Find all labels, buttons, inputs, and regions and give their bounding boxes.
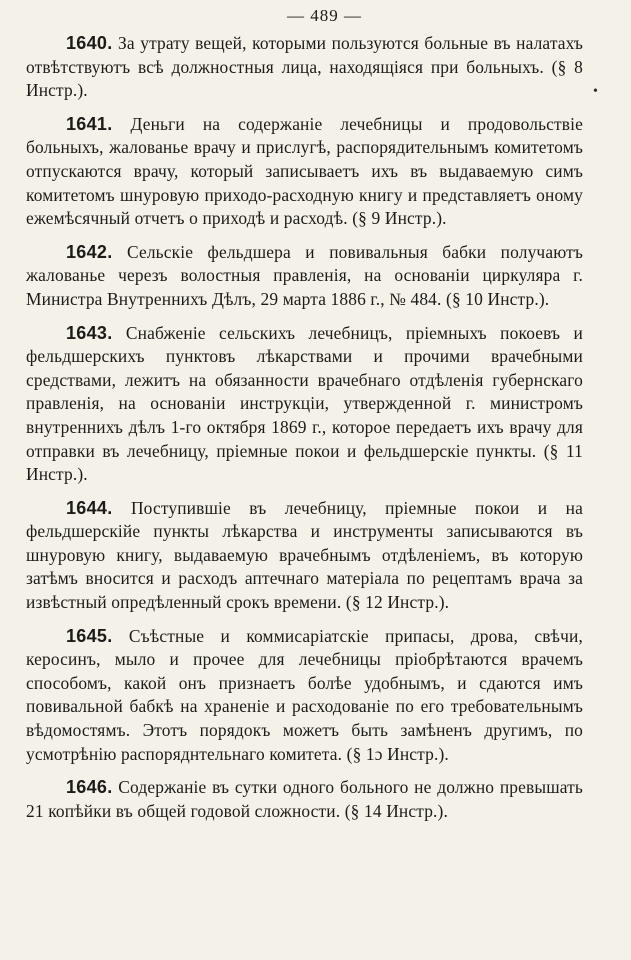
margin-dot-mark: • xyxy=(593,84,598,99)
article-text: Сельскіе фельдшера и повивальныя бабки получаютъ жалованье черезъ волостныя правленія, на основаніи циркуляра г. Министра Внутреннихъ Дѣлъ, 29 марта 1886 г., № 484. (§ 10 Инстр.). xyxy=(26,241,584,309)
article-1645 xyxy=(26,625,583,767)
article-text: Снабженіе сельскихъ лечебницъ, пріемныхъ покоевъ и фельдшерскихъ пунктовъ лѣкарствами и прочими врачебными средствами, лежитъ на обязанности врачебнаго отдѣленія губернскаго правленія, на основаніи инструкціи, утвержденной г. министромъ внутреннихъ дѣлъ 1-го октября 1869 г., которое передаетъ ихъ врачу для отправки въ лечебницу, пріемные покои и фельдшерскіе пункты. (§ 11 Инстр.). xyxy=(26,322,584,485)
article-text: Поступившіе въ лечебницу, пріемные покои и на фельдшерскійе пункты лѣкарства и инструменты записываются въ шнуровую книгу, выдаваемую врачебнымъ отдѣленіемъ, въ которую затѣмъ вносится и расходъ аптечнаго матеріала по рецептамъ врача за извѣстный опредѣленный срокъ времени. (§ 12 Инстр.). xyxy=(26,497,583,613)
article-1641 xyxy=(26,113,583,231)
article-number: 1644. xyxy=(66,497,113,518)
article-text: Деньги на содержаніе лечебницы и продовольствіе больныхъ, жалованье врачу и прислугѣ, распорядительнымъ комитетомъ отпускаются врачу, который записываетъ ихъ въ выдаваемую симъ комитетомъ шнуровую приходо-расходную книгу и представляетъ оному ежемѣсячный отчетъ о приходѣ и расходѣ. (§ 9 Инстр.). xyxy=(26,113,583,229)
article-text: Содержаніе въ сутки одного больного не должно превышать 21 копѣйки въ общей годовой сложности. (§ 14 Инстр.). xyxy=(26,777,583,821)
article-number: 1642. xyxy=(66,241,113,262)
article-1644 xyxy=(26,497,583,615)
article-1646 xyxy=(26,776,583,823)
article-text: Съѣстные и коммисаріатскіе припасы, дрова, свѣчи, керосинъ, мыло и прочее для лечебницы пріобрѣтаются врачемъ способомъ, какой онъ признаетъ болѣе удобнымъ, и сдаются имъ повивальной бабкѣ на храненіе и расходованіе по его требовательнымъ вѣдомостямъ. Этотъ порядокъ можетъ быть замѣненъ другимъ, по усмотрѣнію распоряднтельнаго комитета. (§ 1ɔ Инстр.). xyxy=(26,625,584,764)
article-number: 1643. xyxy=(66,322,113,343)
page-number: — 489 — xyxy=(287,6,362,25)
article-text: За утрату вещей, которыми пользуются больные въ налатахъ отвѣтствуютъ всѣ должностныя лица, находящіяся при больныхъ. (§ 8 Инстр.). xyxy=(26,33,583,101)
article-number: 1640. xyxy=(66,33,113,53)
article-1643 xyxy=(26,322,583,487)
article-number: 1646. xyxy=(66,777,113,798)
article-1640 xyxy=(26,32,583,103)
article-number: 1641. xyxy=(66,113,113,134)
article-1642 xyxy=(26,241,583,312)
article-number: 1645. xyxy=(66,625,113,646)
